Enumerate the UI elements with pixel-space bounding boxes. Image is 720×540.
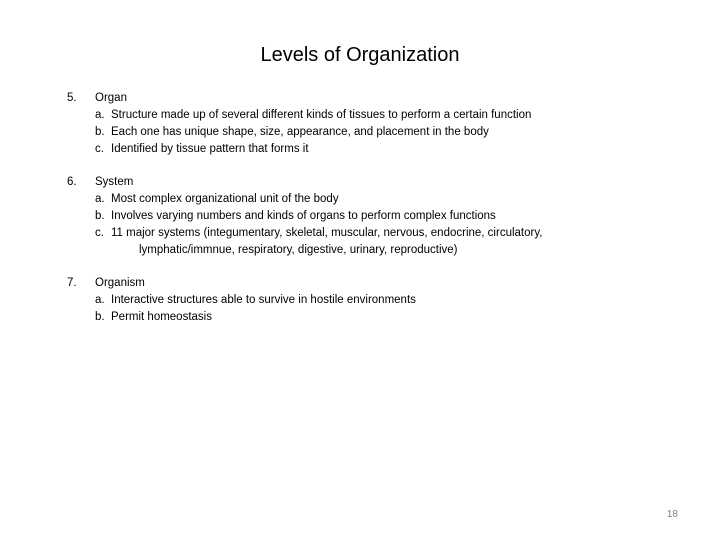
list-item <box>95 191 542 208</box>
item-marker: c. <box>95 227 104 239</box>
sub-list <box>95 107 531 158</box>
section-number: 6. <box>67 176 77 188</box>
item-text: Permit homeostasis <box>111 311 212 323</box>
item-text: Most complex organizational unit of the body <box>111 193 339 205</box>
list-item <box>95 124 531 141</box>
list-item <box>95 225 542 259</box>
item-text: 11 major systems (integumentary, skeletal, muscular, nervous, endocrine, circulatory, <box>111 227 543 239</box>
section-number: 5. <box>67 92 77 104</box>
sub-list <box>95 292 416 326</box>
list-item <box>95 107 531 124</box>
section-heading: Organ <box>95 92 127 104</box>
section-heading: Organism <box>95 277 145 289</box>
list-item <box>95 208 542 225</box>
page-number: 18 <box>666 509 678 520</box>
item-text: Each one has unique shape, size, appearance, and placement in the body <box>111 126 489 138</box>
item-text: Involves varying numbers and kinds of organs to perform complex functions <box>111 210 496 222</box>
item-marker: a. <box>95 109 105 121</box>
list-item <box>95 309 416 326</box>
item-marker: b. <box>95 311 105 323</box>
section-number: 7. <box>67 277 77 289</box>
item-text-continuation: lymphatic/immnue, respiratory, digestive, urinary, reproductive) <box>139 244 458 256</box>
section-heading: System <box>95 176 134 188</box>
item-text: Structure made up of several different kinds of tissues to perform a certain function <box>111 109 532 121</box>
sub-list <box>95 191 542 259</box>
item-marker: c. <box>95 143 104 155</box>
list-item <box>95 292 416 309</box>
item-marker: b. <box>95 210 105 222</box>
item-marker: a. <box>95 294 105 306</box>
item-marker: a. <box>95 193 105 205</box>
item-marker: b. <box>95 126 105 138</box>
slide-title: Levels of Organization <box>260 44 460 66</box>
list-item <box>95 141 531 158</box>
item-text: Identified by tissue pattern that forms it <box>111 143 309 155</box>
item-text: Interactive structures able to survive in hostile environments <box>111 294 416 306</box>
